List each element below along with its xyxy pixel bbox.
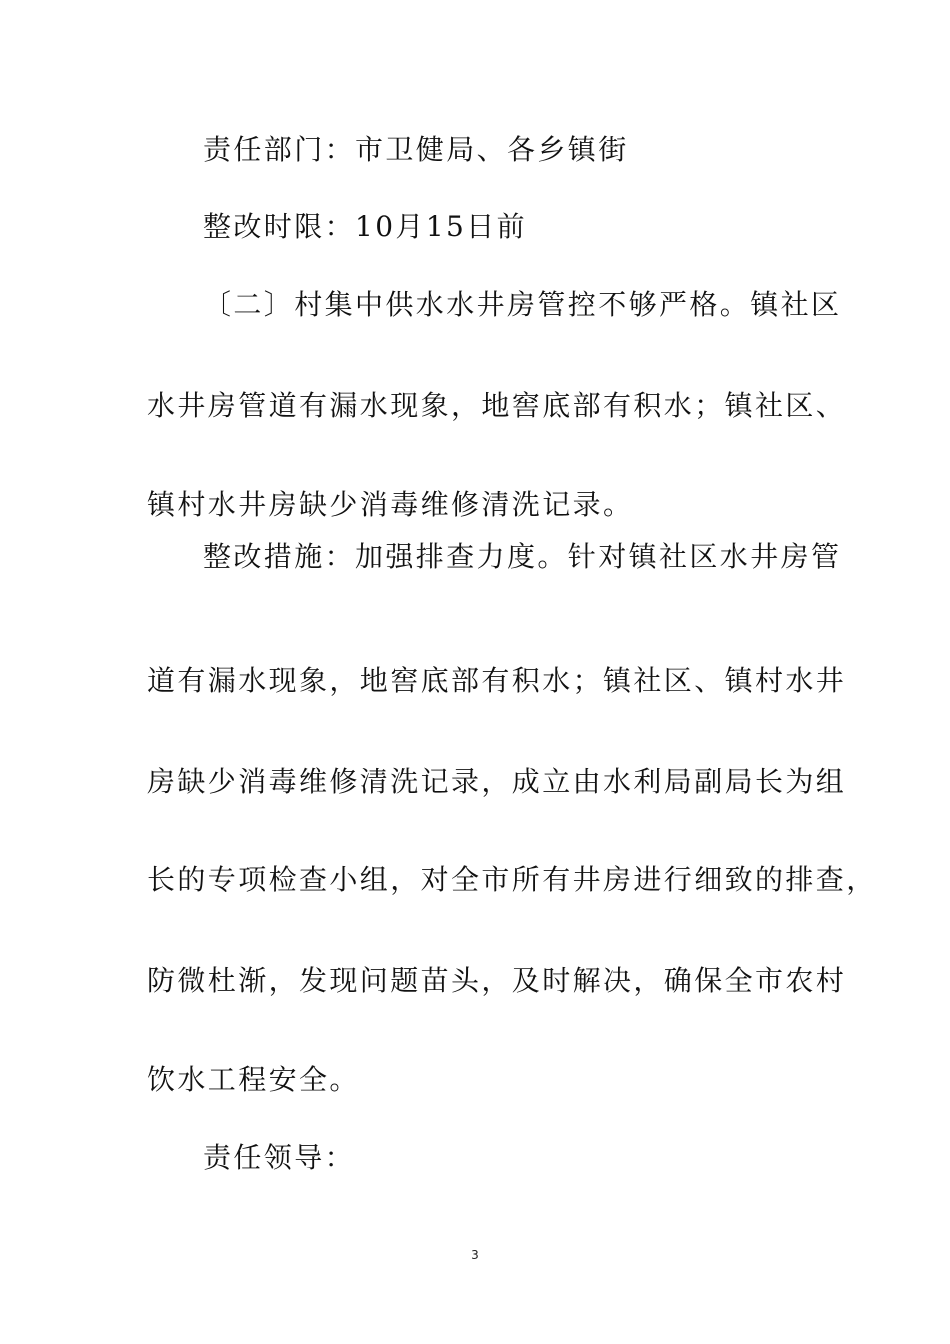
issue-two-paragraph-line-3: 镇村水井房缺少消毒维修清洗记录。 — [147, 488, 634, 521]
page-number: 3 — [471, 1248, 479, 1262]
measures-paragraph-line-3: 房缺少消毒维修清洗记录，成立由水利局副局长为组 — [147, 765, 847, 798]
measures-paragraph-line-1: 整改措施：加强排查力度。针对镇社区水井房管 — [203, 540, 842, 573]
measures-paragraph-line-6: 饮水工程安全。 — [147, 1063, 360, 1096]
issue-two-paragraph-line-2: 水井房管道有漏水现象，地窖底部有积水；镇社区、 — [147, 389, 847, 422]
responsible-department-line: 责任部门：市卫健局、各乡镇街 — [203, 133, 629, 166]
rectification-deadline-line: 整改时限：10月15日前 — [203, 210, 528, 243]
issue-two-paragraph-line-1: 〔二〕村集中供水水井房管控不够严格。镇社区 — [203, 288, 842, 321]
responsible-leader-line: 责任领导： — [203, 1141, 356, 1174]
measures-paragraph-line-2: 道有漏水现象，地窖底部有积水；镇社区、镇村水井 — [147, 664, 847, 697]
measures-paragraph-line-5: 防微杜渐，发现问题苗头，及时解决，确保全市农村 — [147, 964, 847, 997]
measures-paragraph-line-4: 长的专项检查小组，对全市所有井房进行细致的排查， — [147, 863, 877, 896]
